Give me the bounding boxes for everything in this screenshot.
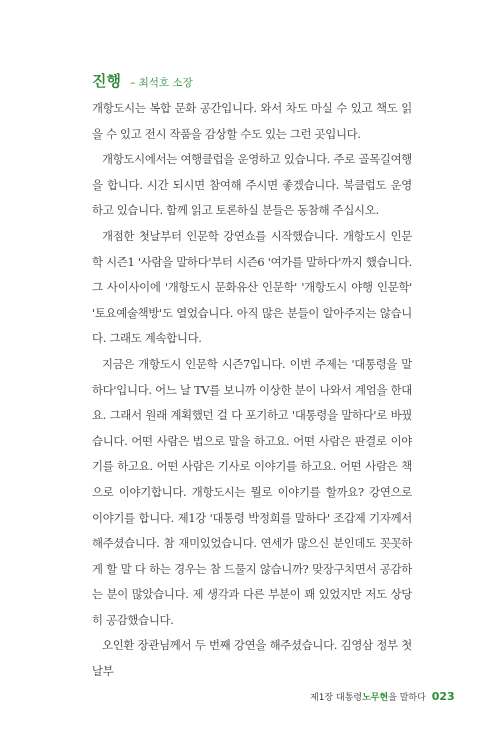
page-footer [310,690,455,703]
chapter-label: 제1장 [310,693,334,703]
body-text [92,96,412,685]
section-heading [92,70,193,91]
paragraph: 개항도시에서는 여행클럽을 운영하고 있습니다. 주로 골목길여행을 합니다. 시간 되시면 참여해 주시면 좋겠습니다. 북클럽도 운영하고 있습니다. 함께 읽고 토론하실 분들은 동참해 주십시오. [92,152,412,218]
paragraph: 지금은 개항도시 인문학 시즌7입니다. 이번 주제는 '대통령을 말하다'입니다. 어느 날 TV를 보니까 이상한 분이 나와서 계엄을 한대요. 그래서 원래 계획했던 걸 다 포기하고 '대통령을 말하다'로 바꿨습니다. 어떤 사람은 법으로 말을 하고요. 어떤 사람은 판결로 이야기를 하고요. 어떤 사람은 기사로 이야기를 하고요. 어떤 사람은 책으로 이야기합니다. 개항도시는 뭘로 이야기를 할까요? 강연으로 이야기를 합니다. 제1강 '대통령 박정희를 말하다' 조갑제 기자께서 해주셨습니다. 참 재미있었습니다. 연세가 많으신 분인데도 꼿꼿하게 할 말 다 하는 경우는 참 드물지 않습니까? 맞장구치면서 공감하는 분이 많았습니다. 제 생각과 다른 부분이 꽤 있었지만 저도 상당히 공감했습니다. [92,356,412,627]
paragraph: 개점한 첫날부터 인문학 강연쇼를 시작했습니다. 개항도시 인문학 시즌1 '사람을 말하다'부터 시즌6 '여가를 말하다'까지 했습니다. 그 사이사이에 '개항도시 문화유산 인문학' '개항도시 야행 인문학' '토요예술책방'도 열었습니다. 아직 많은 분들이 알아주지는 않습니다. 그래도 계속합니다. [92,228,412,346]
paragraph: 오인환 장관님께서 두 번째 강연을 해주셨습니다. 김영삼 정부 첫날부 [92,638,412,679]
page-number: 023 [431,690,455,703]
section-subtitle: – 최석호 소장 [130,77,193,89]
paragraph: 개항도시는 복합 문화 공간입니다. 와서 차도 마실 수 있고 책도 읽을 수 있고 전시 작품을 감상할 수도 있는 그런 곳입니다. [92,101,412,141]
footer-highlight-name: 노무현 [362,693,389,703]
section-title: 진행 [92,72,121,90]
footer-prefix: 대통령 [336,693,363,703]
footer-suffix: 을 말하다 [388,693,426,703]
